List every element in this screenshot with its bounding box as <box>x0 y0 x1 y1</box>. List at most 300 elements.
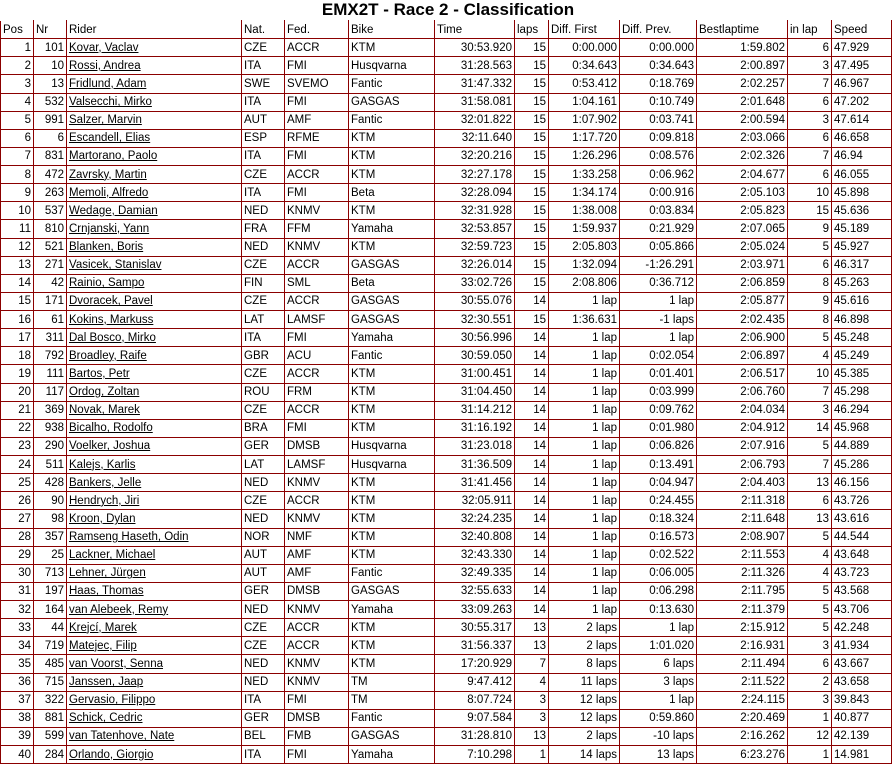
rider-link[interactable]: Kroon, Dylan <box>67 510 242 528</box>
cell-speed: 43.616 <box>832 510 892 528</box>
cell-bestlaptime: 2:16.931 <box>697 637 788 655</box>
cell-speed: 45.385 <box>832 365 892 383</box>
cell-nr: 472 <box>34 166 67 184</box>
cell-laps: 15 <box>515 202 549 220</box>
cell-nr: 511 <box>34 456 67 474</box>
table-row <box>1 75 892 93</box>
cell-bike: GASGAS <box>349 727 435 745</box>
cell-diff-first: 1:34.174 <box>549 184 620 202</box>
table-row <box>1 93 892 111</box>
cell-time: 32:20.216 <box>435 147 515 165</box>
cell-bike: KTM <box>349 39 435 57</box>
cell-bestlaptime: 2:05.823 <box>697 202 788 220</box>
cell-pos: 29 <box>1 546 34 564</box>
table-row <box>1 401 892 419</box>
rider-link[interactable]: Dvoracek, Pavel <box>67 292 242 310</box>
table-row <box>1 184 892 202</box>
cell-pos: 39 <box>1 727 34 745</box>
cell-diff-first: 1 lap <box>549 546 620 564</box>
cell-laps: 3 <box>515 709 549 727</box>
cell-pos: 3 <box>1 75 34 93</box>
cell-bestlaptime: 2:05.103 <box>697 184 788 202</box>
cell-nat: NED <box>242 673 285 691</box>
cell-nat: CZE <box>242 401 285 419</box>
cell-diff-first: 1:38.008 <box>549 202 620 220</box>
cell-bestlaptime: 2:04.677 <box>697 166 788 184</box>
table-row <box>1 546 892 564</box>
cell-bike: Husqvarna <box>349 456 435 474</box>
cell-diff-prev: 0:13.630 <box>620 601 697 619</box>
cell-laps: 15 <box>515 147 549 165</box>
cell-fed: KNMV <box>285 474 349 492</box>
cell-time: 32:05.911 <box>435 492 515 510</box>
cell-nr: 6 <box>34 129 67 147</box>
rider-link[interactable]: Rainio, Sampo <box>67 274 242 292</box>
cell-bike: Husqvarna <box>349 437 435 455</box>
rider-link[interactable]: Fridlund, Adam <box>67 75 242 93</box>
cell-nr: 537 <box>34 202 67 220</box>
cell-nat: ROU <box>242 383 285 401</box>
cell-nat: AUT <box>242 111 285 129</box>
cell-nr: 164 <box>34 601 67 619</box>
cell-diff-first: 2:05.803 <box>549 238 620 256</box>
rider-link[interactable]: Bankers, Jelle <box>67 474 242 492</box>
cell-nat: LAT <box>242 311 285 329</box>
table-row <box>1 57 892 75</box>
cell-bike: GASGAS <box>349 256 435 274</box>
cell-time: 32:01.822 <box>435 111 515 129</box>
cell-speed: 43.667 <box>832 655 892 673</box>
cell-time: 32:11.640 <box>435 129 515 147</box>
table-row <box>1 129 892 147</box>
cell-speed: 47.929 <box>832 39 892 57</box>
rider-link[interactable]: van Alebeek, Remy <box>67 601 242 619</box>
cell-nat: NED <box>242 474 285 492</box>
cell-pos: 1 <box>1 39 34 57</box>
cell-in-lap: 6 <box>788 655 832 673</box>
rider-link[interactable]: Ramseng Haseth, Odin <box>67 528 242 546</box>
cell-nat: ITA <box>242 93 285 111</box>
rider-link[interactable]: Matejec, Filip <box>67 637 242 655</box>
cell-nr: 61 <box>34 311 67 329</box>
cell-fed: FMB <box>285 727 349 745</box>
cell-nat: NED <box>242 510 285 528</box>
cell-bike: GASGAS <box>349 93 435 111</box>
cell-nat: CZE <box>242 39 285 57</box>
cell-pos: 4 <box>1 93 34 111</box>
rider-link[interactable]: Zavrsky, Martin <box>67 166 242 184</box>
cell-diff-prev: 6 laps <box>620 655 697 673</box>
cell-laps: 1 <box>515 746 549 764</box>
cell-time: 32:28.094 <box>435 184 515 202</box>
cell-in-lap: 5 <box>788 437 832 455</box>
table-row <box>1 709 892 727</box>
cell-in-lap: 3 <box>788 111 832 129</box>
cell-nr: 271 <box>34 256 67 274</box>
cell-pos: 28 <box>1 528 34 546</box>
rider-link[interactable]: Broadley, Raife <box>67 347 242 365</box>
column-header-diff-first: Diff. First <box>549 21 620 39</box>
cell-diff-first: 1 lap <box>549 437 620 455</box>
cell-diff-prev: 0:10.749 <box>620 93 697 111</box>
cell-diff-prev: 0:03.999 <box>620 383 697 401</box>
cell-time: 32:30.551 <box>435 311 515 329</box>
cell-laps: 13 <box>515 637 549 655</box>
cell-nr: 485 <box>34 655 67 673</box>
rider-link[interactable]: Ordog, Zoltan <box>67 383 242 401</box>
cell-time: 30:53.920 <box>435 39 515 57</box>
table-row <box>1 456 892 474</box>
cell-speed: 43.726 <box>832 492 892 510</box>
cell-nat: ITA <box>242 57 285 75</box>
cell-laps: 14 <box>515 510 549 528</box>
cell-pos: 7 <box>1 147 34 165</box>
cell-pos: 20 <box>1 383 34 401</box>
rider-link[interactable]: Novak, Marek <box>67 401 242 419</box>
cell-speed: 45.616 <box>832 292 892 310</box>
cell-pos: 8 <box>1 166 34 184</box>
cell-fed: LAMSF <box>285 311 349 329</box>
rider-link[interactable]: Kokins, Markuss <box>67 311 242 329</box>
cell-bestlaptime: 2:04.912 <box>697 419 788 437</box>
column-header-in-lap: in lap <box>788 21 832 39</box>
table-row <box>1 238 892 256</box>
rider-link[interactable]: Kalejs, Karlis <box>67 456 242 474</box>
cell-laps: 14 <box>515 419 549 437</box>
cell-diff-first: 1 lap <box>549 383 620 401</box>
rider-link[interactable]: Memoli, Alfredo <box>67 184 242 202</box>
cell-fed: FMI <box>285 329 349 347</box>
cell-time: 31:41.456 <box>435 474 515 492</box>
table-row <box>1 637 892 655</box>
cell-nat: GER <box>242 437 285 455</box>
cell-diff-first: 1 lap <box>549 528 620 546</box>
cell-fed: ACCR <box>285 492 349 510</box>
cell-laps: 15 <box>515 75 549 93</box>
cell-fed: ACCR <box>285 637 349 655</box>
cell-fed: ACCR <box>285 256 349 274</box>
rider-link[interactable]: Janssen, Jaap <box>67 673 242 691</box>
cell-in-lap: 6 <box>788 129 832 147</box>
cell-time: 30:59.050 <box>435 347 515 365</box>
cell-diff-first: 14 laps <box>549 746 620 764</box>
cell-pos: 12 <box>1 238 34 256</box>
cell-bestlaptime: 2:11.522 <box>697 673 788 691</box>
cell-in-lap: 1 <box>788 746 832 764</box>
cell-bestlaptime: 2:15.912 <box>697 619 788 637</box>
cell-nr: 13 <box>34 75 67 93</box>
cell-laps: 15 <box>515 166 549 184</box>
cell-fed: DMSB <box>285 709 349 727</box>
cell-diff-prev: 0:01.401 <box>620 365 697 383</box>
cell-laps: 15 <box>515 311 549 329</box>
table-row <box>1 492 892 510</box>
cell-nat: LAT <box>242 456 285 474</box>
cell-fed: FMI <box>285 691 349 709</box>
cell-time: 17:20.929 <box>435 655 515 673</box>
cell-time: 31:58.081 <box>435 93 515 111</box>
cell-time: 32:24.235 <box>435 510 515 528</box>
cell-speed: 46.658 <box>832 129 892 147</box>
rider-link[interactable]: Lackner, Michael <box>67 546 242 564</box>
table-row <box>1 727 892 745</box>
cell-fed: SML <box>285 274 349 292</box>
rider-link[interactable]: Hendrych, Jiri <box>67 492 242 510</box>
cell-pos: 31 <box>1 582 34 600</box>
cell-laps: 15 <box>515 57 549 75</box>
rider-link[interactable]: Schick, Cedric <box>67 709 242 727</box>
cell-fed: FMI <box>285 746 349 764</box>
table-row <box>1 220 892 238</box>
cell-speed: 45.286 <box>832 456 892 474</box>
rider-link[interactable]: Gervasio, Filippo <box>67 691 242 709</box>
cell-pos: 34 <box>1 637 34 655</box>
cell-in-lap: 15 <box>788 202 832 220</box>
cell-nr: 42 <box>34 274 67 292</box>
cell-fed: ACCR <box>285 401 349 419</box>
cell-in-lap: 6 <box>788 256 832 274</box>
cell-bike: Fantic <box>349 75 435 93</box>
cell-speed: 42.248 <box>832 619 892 637</box>
cell-bestlaptime: 2:11.648 <box>697 510 788 528</box>
cell-nr: 117 <box>34 383 67 401</box>
cell-speed: 45.636 <box>832 202 892 220</box>
cell-bestlaptime: 2:05.024 <box>697 238 788 256</box>
cell-diff-prev: 0:03.834 <box>620 202 697 220</box>
rider-link[interactable]: Blanken, Boris <box>67 238 242 256</box>
cell-diff-first: 0:53.412 <box>549 75 620 93</box>
cell-time: 31:28.810 <box>435 727 515 745</box>
cell-laps: 14 <box>515 347 549 365</box>
cell-time: 31:47.332 <box>435 75 515 93</box>
cell-bestlaptime: 2:08.907 <box>697 528 788 546</box>
cell-nr: 810 <box>34 220 67 238</box>
rider-link[interactable]: Lehner, Jürgen <box>67 564 242 582</box>
cell-nr: 197 <box>34 582 67 600</box>
cell-nat: NED <box>242 601 285 619</box>
rider-link[interactable]: Martorano, Paolo <box>67 147 242 165</box>
cell-speed: 45.248 <box>832 329 892 347</box>
column-header-bestlaptime: Bestlaptime <box>697 21 788 39</box>
cell-speed: 47.495 <box>832 57 892 75</box>
cell-diff-first: 2 laps <box>549 727 620 745</box>
cell-time: 32:59.723 <box>435 238 515 256</box>
rider-link[interactable]: Crnjanski, Yann <box>67 220 242 238</box>
cell-time: 31:14.212 <box>435 401 515 419</box>
cell-pos: 6 <box>1 129 34 147</box>
cell-diff-first: 1:04.161 <box>549 93 620 111</box>
cell-nr: 284 <box>34 746 67 764</box>
cell-nat: NOR <box>242 528 285 546</box>
cell-time: 31:23.018 <box>435 437 515 455</box>
rider-link[interactable]: Krejcí, Marek <box>67 619 242 637</box>
cell-in-lap: 3 <box>788 691 832 709</box>
cell-laps: 15 <box>515 39 549 57</box>
cell-pos: 23 <box>1 437 34 455</box>
cell-fed: KNMV <box>285 673 349 691</box>
cell-pos: 37 <box>1 691 34 709</box>
cell-diff-prev: 0:13.491 <box>620 456 697 474</box>
cell-diff-first: 1:07.902 <box>549 111 620 129</box>
cell-diff-prev: 0:34.643 <box>620 57 697 75</box>
cell-time: 31:04.450 <box>435 383 515 401</box>
cell-in-lap: 6 <box>788 492 832 510</box>
rider-link[interactable]: Voelker, Joshua <box>67 437 242 455</box>
cell-speed: 46.317 <box>832 256 892 274</box>
cell-nat: CZE <box>242 292 285 310</box>
cell-diff-first: 1 lap <box>549 510 620 528</box>
cell-diff-prev: 1 lap <box>620 292 697 310</box>
cell-bestlaptime: 2:11.326 <box>697 564 788 582</box>
rider-link[interactable]: Haas, Thomas <box>67 582 242 600</box>
cell-nr: 101 <box>34 39 67 57</box>
cell-in-lap: 7 <box>788 75 832 93</box>
cell-time: 9:07.584 <box>435 709 515 727</box>
cell-laps: 14 <box>515 582 549 600</box>
rider-link[interactable]: Salzer, Marvin <box>67 111 242 129</box>
cell-time: 32:27.178 <box>435 166 515 184</box>
cell-nat: CZE <box>242 256 285 274</box>
cell-bestlaptime: 2:11.318 <box>697 492 788 510</box>
cell-diff-first: 12 laps <box>549 691 620 709</box>
rider-link[interactable]: Valsecchi, Mirko <box>67 93 242 111</box>
cell-bestlaptime: 2:01.648 <box>697 93 788 111</box>
cell-bike: KTM <box>349 510 435 528</box>
cell-speed: 46.94 <box>832 147 892 165</box>
rider-link[interactable]: Bartos, Petr <box>67 365 242 383</box>
rider-link[interactable]: Rossi, Andrea <box>67 57 242 75</box>
rider-link[interactable]: Kovar, Vaclav <box>67 39 242 57</box>
cell-time: 33:02.726 <box>435 274 515 292</box>
cell-bestlaptime: 2:06.859 <box>697 274 788 292</box>
cell-bestlaptime: 2:06.793 <box>697 456 788 474</box>
cell-diff-prev: 3 laps <box>620 673 697 691</box>
cell-bestlaptime: 2:05.877 <box>697 292 788 310</box>
cell-diff-prev: 0:01.980 <box>620 419 697 437</box>
cell-fed: FRM <box>285 383 349 401</box>
cell-diff-prev: 0:03.741 <box>620 111 697 129</box>
cell-in-lap: 13 <box>788 474 832 492</box>
rider-link[interactable]: Wedage, Damian <box>67 202 242 220</box>
classification-table <box>0 20 892 764</box>
cell-pos: 14 <box>1 274 34 292</box>
cell-in-lap: 4 <box>788 347 832 365</box>
cell-diff-prev: 13 laps <box>620 746 697 764</box>
cell-diff-first: 1:33.258 <box>549 166 620 184</box>
cell-speed: 43.706 <box>832 601 892 619</box>
cell-diff-prev: 0:18.324 <box>620 510 697 528</box>
cell-pos: 13 <box>1 256 34 274</box>
cell-diff-first: 11 laps <box>549 673 620 691</box>
rider-link[interactable]: Dal Bosco, Mirko <box>67 329 242 347</box>
cell-diff-first: 1 lap <box>549 419 620 437</box>
column-header-time: Time <box>435 21 515 39</box>
cell-fed: KNMV <box>285 510 349 528</box>
cell-pos: 36 <box>1 673 34 691</box>
cell-bestlaptime: 2:07.065 <box>697 220 788 238</box>
table-row <box>1 256 892 274</box>
cell-pos: 16 <box>1 311 34 329</box>
table-row <box>1 383 892 401</box>
cell-speed: 43.648 <box>832 546 892 564</box>
cell-bestlaptime: 2:02.257 <box>697 75 788 93</box>
cell-bestlaptime: 2:11.553 <box>697 546 788 564</box>
cell-diff-first: 1:17.720 <box>549 129 620 147</box>
cell-nat: ITA <box>242 147 285 165</box>
cell-speed: 44.544 <box>832 528 892 546</box>
cell-pos: 27 <box>1 510 34 528</box>
cell-nr: 311 <box>34 329 67 347</box>
rider-link[interactable]: van Tatenhove, Nate <box>67 727 242 745</box>
rider-link[interactable]: Orlando, Giorgio <box>67 746 242 764</box>
table-row <box>1 274 892 292</box>
cell-bike: TM <box>349 673 435 691</box>
table-row <box>1 510 892 528</box>
cell-diff-first: 1 lap <box>549 564 620 582</box>
rider-link[interactable]: Bicalho, Rodolfo <box>67 419 242 437</box>
table-row <box>1 202 892 220</box>
cell-pos: 33 <box>1 619 34 637</box>
cell-pos: 38 <box>1 709 34 727</box>
cell-in-lap: 8 <box>788 311 832 329</box>
table-row <box>1 311 892 329</box>
cell-diff-first: 2 laps <box>549 619 620 637</box>
cell-in-lap: 13 <box>788 510 832 528</box>
cell-diff-prev: 0:06.962 <box>620 166 697 184</box>
cell-bike: TM <box>349 691 435 709</box>
table-row <box>1 147 892 165</box>
cell-fed: DMSB <box>285 437 349 455</box>
cell-speed: 14.981 <box>832 746 892 764</box>
cell-nat: NED <box>242 238 285 256</box>
rider-link[interactable]: Escandell, Elias <box>67 129 242 147</box>
cell-diff-prev: 0:02.522 <box>620 546 697 564</box>
cell-diff-first: 1:36.631 <box>549 311 620 329</box>
cell-time: 30:55.076 <box>435 292 515 310</box>
table-row <box>1 619 892 637</box>
page-title: EMX2T - Race 2 - Classification <box>321 0 575 19</box>
cell-bike: Yamaha <box>349 601 435 619</box>
cell-speed: 46.156 <box>832 474 892 492</box>
cell-nat: ITA <box>242 746 285 764</box>
cell-time: 7:10.298 <box>435 746 515 764</box>
cell-fed: ACCR <box>285 292 349 310</box>
cell-pos: 10 <box>1 202 34 220</box>
cell-diff-prev: 1 lap <box>620 619 697 637</box>
cell-nr: 44 <box>34 619 67 637</box>
cell-fed: KNMV <box>285 655 349 673</box>
cell-in-lap: 7 <box>788 383 832 401</box>
cell-diff-prev: 0:09.818 <box>620 129 697 147</box>
cell-in-lap: 1 <box>788 709 832 727</box>
cell-in-lap: 4 <box>788 546 832 564</box>
column-header-rider: Rider <box>67 21 242 39</box>
cell-bestlaptime: 2:16.262 <box>697 727 788 745</box>
rider-link[interactable]: van Voorst, Senna <box>67 655 242 673</box>
rider-link[interactable]: Vasicek, Stanislav <box>67 256 242 274</box>
cell-diff-prev: 1:01.020 <box>620 637 697 655</box>
cell-speed: 41.934 <box>832 637 892 655</box>
column-header-nr: Nr <box>34 21 67 39</box>
cell-time: 30:56.996 <box>435 329 515 347</box>
cell-laps: 15 <box>515 129 549 147</box>
cell-laps: 14 <box>515 456 549 474</box>
cell-nat: CZE <box>242 637 285 655</box>
cell-pos: 9 <box>1 184 34 202</box>
cell-nr: 719 <box>34 637 67 655</box>
table-row <box>1 564 892 582</box>
cell-bestlaptime: 2:02.326 <box>697 147 788 165</box>
